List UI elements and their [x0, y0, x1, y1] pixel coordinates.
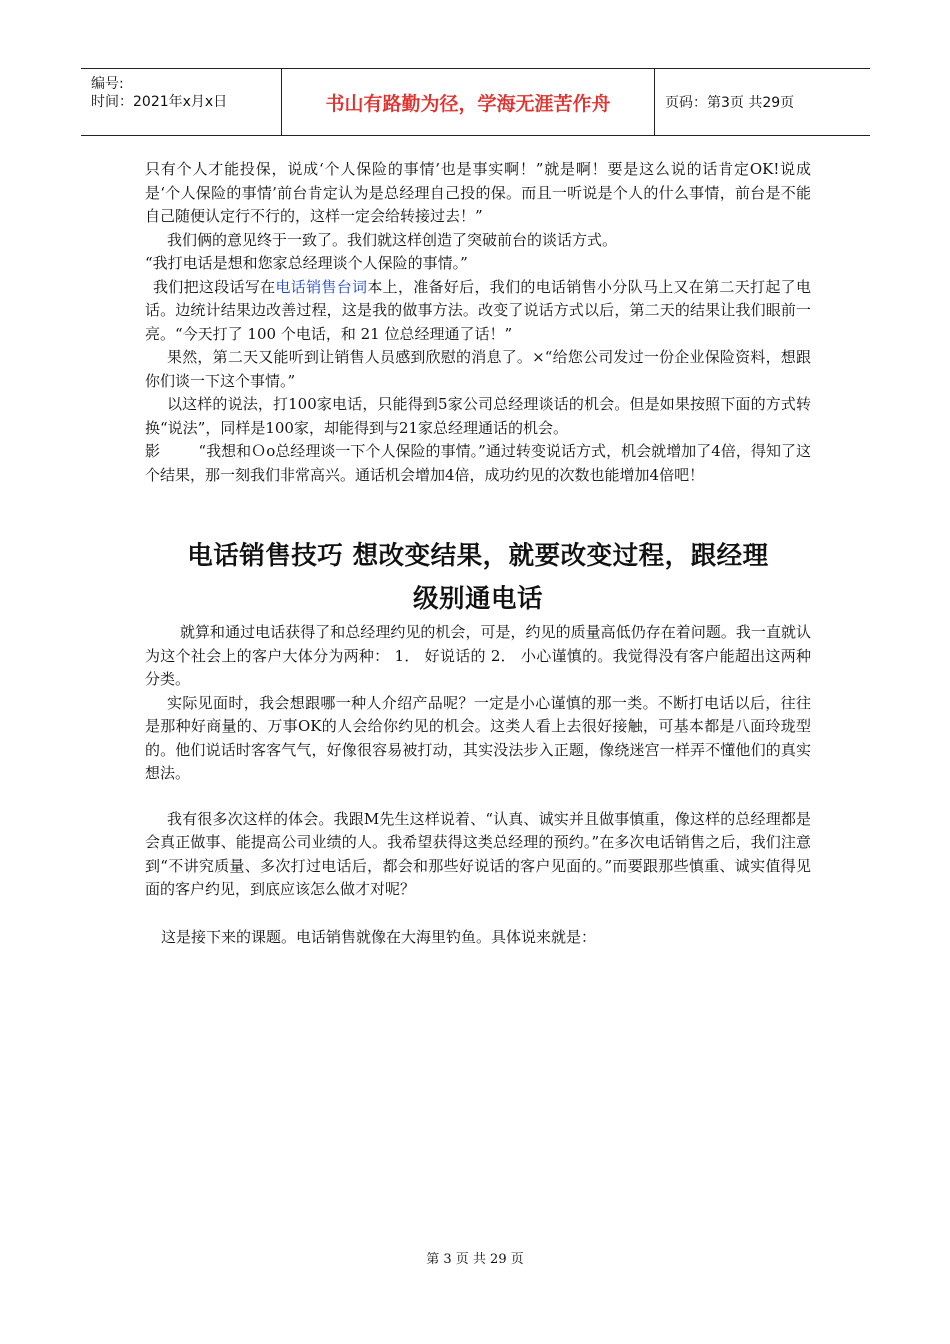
text: 我们把这段话写在: [153, 277, 276, 296]
paragraph: “我打电话是想和您家总经理谈个人保险的事情。”: [145, 254, 468, 272]
script-link[interactable]: 电话销售台词: [275, 277, 368, 296]
spacer: [145, 487, 811, 535]
text: 本上，准备好后，我们的电话销售小分队马上又在第二天打起了电话。边统计结果边改善过程，这是我的做事方法。改变了说话方式以后，第二天的结果让我们眼前一亮。“今天打了 100 个电话，和 21 位总经理通了话！”: [145, 277, 811, 343]
number-label: 编号:: [91, 76, 124, 92]
document-body: [145, 158, 811, 949]
paragraph: 我们俩的意见终于一致了。我们就这样创造了突破前台的谈话方式。: [167, 230, 618, 249]
header-motto: 书山有路勤为径，学海无涯苦作舟: [282, 69, 655, 135]
paragraph: 只有个人才能投保，说成‘个人保险的事情’也是事实啊！”就是啊！要是这么说的话肯定OK!说成是‘个人保险的事情’前台肯定认为是总经理自己投的保。而且一听说是个人的什么事情，前台是不能自己随便认定行不行的，这样一定会给转接过去！”: [145, 160, 811, 225]
paragraph: 影 “我想和Ｏo总经理谈一下个人保险的事情。”通过转变说话方式，机会就增加了4倍，得知了这个结果，那一刻我们非常高兴。通话机会增加4倍，成功约见的次数也能增加4倍吧！: [145, 442, 811, 484]
paragraph: 实际见面时，我会想跟哪一种人介绍产品呢？一定是小心谨慎的那一类。不断打电话以后，往往是那种好商量的、万事OK的人会给你约见的机会。这类人看上去很好接触，可基本都是八面玲珑型的。他们说话时客客气气，好像很容易被打动，其实没法步入正题，像绕迷宫一样弄不懂他们的真实想法。: [145, 693, 811, 782]
header-page-label: 页码：第3页 共29页: [665, 95, 795, 111]
paragraph: 我有很多次这样的体会。我跟M先生这样说着、“认真、诚实并且做事慎重，像这样的总经理都是会真正做事、能提高公司业绩的人。我希望获得这类总经理的预约。”在多次电话销售之后，我们注意到“不讲究质量、多次打过电话后，都会和那些好说话的客户见面的。”而要跟那些慎重、诚实值得见面的客户约见，到底应该怎么做才对呢？: [145, 809, 811, 898]
paragraph: 就算和通过电话获得了和总经理约见的机会，可是，约见的质量高低仍存在着问题。我一直就认为这个社会上的客户大体分为两种： 1． 好说话的 2． 小心谨慎的。我觉得没有客户能超出这两种分类。: [145, 623, 811, 688]
header-meta-cell: [81, 69, 282, 135]
paragraph: 这是接下来的课题。电话销售就像在大海里钓鱼。具体说来就是：: [161, 927, 597, 946]
page-footer: 第 3 页 共 29 页: [426, 1252, 524, 1267]
spacer: [145, 902, 811, 926]
section-title: 级别通电话: [412, 584, 543, 614]
paragraph: 以这样的说法，打100家电话，只能得到5家公司总经理谈话的机会。但是如果按照下面的方式转换“说法”，同样是100家，却能得到与21家总经理通话的机会。: [145, 395, 811, 437]
section-title: 电话销售技巧 想改变结果，就要改变过程，跟经理: [187, 541, 769, 571]
time-label: 时间：2021年x月x日: [91, 94, 228, 110]
document-header: [81, 68, 870, 136]
paragraph: 果然，第二天又能听到让销售人员感到欣慰的消息了。×“给您公司发过一份企业保险资料，想跟你们谈一下这个事情。”: [145, 348, 811, 390]
paragraph-with-link: [145, 276, 811, 347]
spacer: [145, 786, 811, 808]
